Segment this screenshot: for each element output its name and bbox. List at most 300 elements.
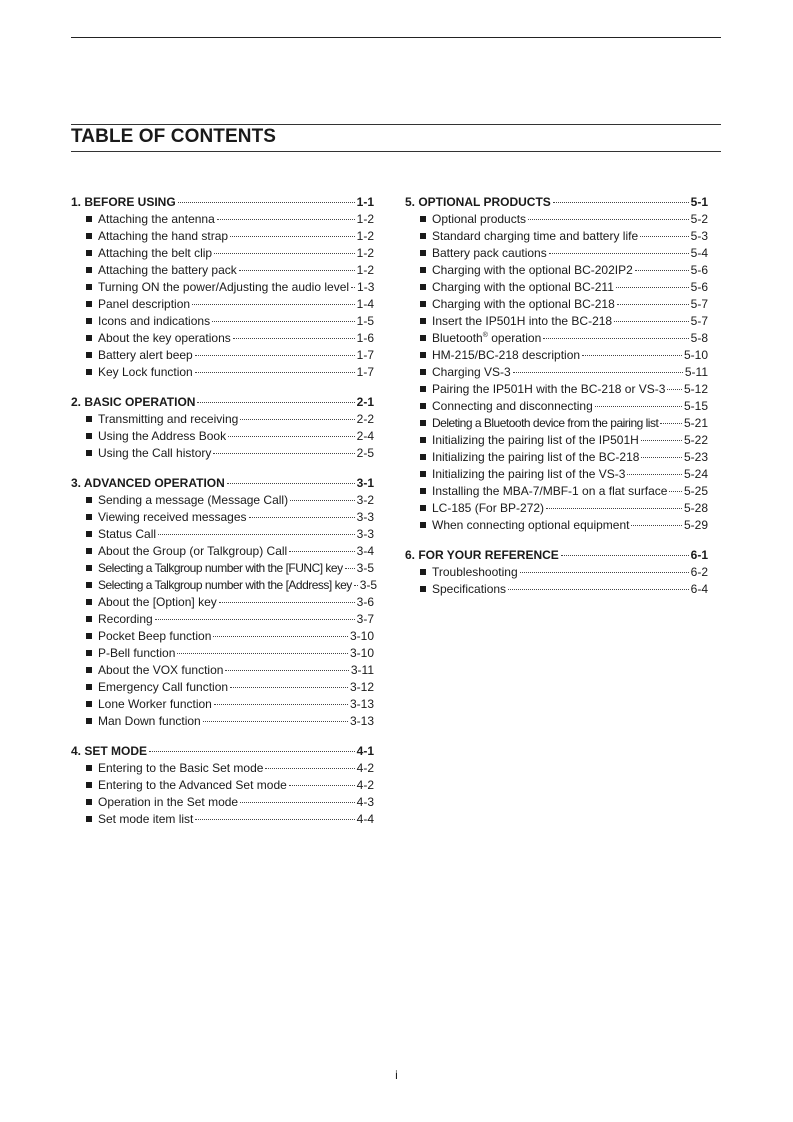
dot-leader (203, 721, 348, 722)
toc-entry-page-number: 3-2 (356, 493, 374, 507)
dot-leader (345, 568, 355, 569)
toc-entry-page-number: 3-13 (349, 714, 374, 728)
toc-entry-label (98, 246, 212, 260)
toc-section (71, 395, 374, 463)
toc-entry-page-number: 3-12 (349, 680, 374, 694)
toc-entry-text: Battery pack cautions (432, 246, 547, 260)
square-bullet-icon (420, 267, 426, 273)
toc-entry[interactable] (71, 595, 374, 612)
toc-entry-label (432, 314, 612, 328)
toc-entry-page-number: 1-4 (356, 297, 374, 311)
toc-entry[interactable] (405, 263, 708, 280)
toc-entry-text: Status Call (98, 527, 157, 541)
section-page-number: 3-1 (356, 476, 374, 490)
toc-entry-page-number: 5-10 (683, 348, 708, 362)
toc-entry-page-number: 3-5 (356, 561, 374, 575)
dot-leader (225, 670, 348, 671)
toc-entry[interactable] (405, 565, 708, 582)
toc-entry[interactable] (71, 812, 374, 829)
toc-entry-label (432, 399, 593, 413)
dot-leader (227, 483, 355, 484)
toc-entry-label (432, 348, 580, 362)
toc-entry-text: Transmitting and receiving (98, 412, 239, 426)
toc-entry-label (432, 365, 511, 379)
toc-entry-label (432, 416, 658, 430)
toc-entry-label (432, 565, 518, 579)
toc-entry-label (432, 246, 547, 260)
toc-entry-label (98, 527, 156, 541)
square-bullet-icon (420, 488, 426, 494)
toc-entry[interactable] (71, 280, 374, 297)
toc-entry-text: Attaching the hand strap (98, 229, 229, 243)
square-bullet-icon (420, 505, 426, 511)
section-heading[interactable] (71, 195, 374, 212)
square-bullet-icon (420, 250, 426, 256)
toc-entry-label (432, 382, 665, 396)
section-heading-label: 6. FOR YOUR REFERENCE (405, 548, 559, 562)
dot-leader (595, 406, 682, 407)
dot-leader (289, 785, 355, 786)
toc-entry-page-number: 5-15 (683, 399, 708, 413)
dot-leader (177, 653, 348, 654)
toc-entry[interactable] (405, 297, 708, 314)
toc-entry-label (98, 578, 352, 592)
toc-entry-page-number: 1-2 (356, 246, 374, 260)
section-page-number: 1-1 (356, 195, 374, 209)
toc-entry[interactable] (71, 612, 374, 629)
toc-entry[interactable] (405, 314, 708, 331)
toc-entry[interactable] (405, 382, 708, 399)
dot-leader (230, 687, 348, 688)
toc-entry-text: Entering to the Basic Set mode (98, 761, 264, 775)
dot-leader (195, 372, 355, 373)
toc-entry[interactable] (71, 446, 374, 463)
toc-entry-label (98, 493, 288, 507)
dot-leader (240, 419, 354, 420)
toc-entry-label (98, 714, 201, 728)
toc-entry-label (98, 365, 193, 379)
toc-entry-text: Pocket Beep function (98, 629, 212, 643)
toc-entry[interactable] (405, 280, 708, 297)
toc-entry[interactable] (405, 484, 708, 501)
dot-leader (195, 355, 355, 356)
toc-entry-page-number: 5-8 (690, 331, 708, 345)
square-bullet-icon (420, 318, 426, 324)
dot-leader (354, 585, 358, 586)
dot-leader (543, 338, 688, 339)
dot-leader (214, 253, 355, 254)
toc-entry-text: Icons and indications (98, 314, 211, 328)
square-bullet-icon (86, 650, 92, 656)
toc-entry-page-number: 3-4 (356, 544, 374, 558)
dot-leader (546, 508, 682, 509)
dot-leader (239, 270, 355, 271)
toc-entry-text: Specifications (432, 582, 507, 596)
toc-entry-label (98, 297, 190, 311)
dot-leader (213, 453, 354, 454)
toc-entry-page-number: 5-21 (683, 416, 708, 430)
toc-entry-label (98, 544, 287, 558)
toc-entry-page-number: 5-6 (690, 280, 708, 294)
toc-entry-page-number: 3-10 (349, 646, 374, 660)
dot-leader (631, 525, 682, 526)
dot-leader (212, 321, 355, 322)
toc-entry-text: When connecting optional equipment (432, 518, 630, 532)
toc-entry-page-number: 4-3 (356, 795, 374, 809)
toc-entry-page-number: 5-7 (690, 314, 708, 328)
toc-entry-label (98, 429, 226, 443)
toc-entry-text-suffix: operation (487, 331, 542, 345)
square-bullet-icon (86, 667, 92, 673)
square-bullet-icon (420, 352, 426, 358)
toc-entry-text: Sending a message (Message Call) (98, 493, 289, 507)
dot-leader (660, 423, 682, 424)
square-bullet-icon (86, 548, 92, 554)
section-heading-label: 1. BEFORE USING (71, 195, 176, 209)
square-bullet-icon (86, 765, 92, 771)
dot-leader (249, 517, 355, 518)
square-bullet-icon (420, 369, 426, 375)
dot-leader (228, 436, 355, 437)
toc-entry-text: Turning ON the power/Adjusting the audio level (98, 280, 350, 294)
title-rule-top (71, 124, 721, 125)
square-bullet-icon (86, 233, 92, 239)
toc-entry-text: HM-215/BC-218 description (432, 348, 581, 362)
toc-entry-text: Attaching the belt clip (98, 246, 213, 260)
toc-entry-label (98, 680, 228, 694)
toc-entry-page-number: 4-4 (356, 812, 374, 826)
square-bullet-icon (86, 701, 92, 707)
dot-leader (149, 751, 355, 752)
toc-entry[interactable] (71, 646, 374, 663)
toc-entry[interactable] (71, 510, 374, 527)
dot-leader (213, 636, 348, 637)
toc-entry[interactable] (71, 795, 374, 812)
toc-entry[interactable] (71, 229, 374, 246)
toc-entry-text: Installing the MBA-7/MBF-1 on a flat surface (432, 484, 668, 498)
toc-entry-page-number: 3-11 (350, 663, 374, 677)
toc-entry[interactable] (71, 761, 374, 778)
toc-entry[interactable] (405, 331, 708, 348)
toc-entry-page-number: 5-23 (683, 450, 708, 464)
square-bullet-icon (86, 782, 92, 788)
toc-entry-text: Deleting a Bluetooth device from the pairing list (432, 416, 659, 430)
toc-entry-page-number: 4-2 (356, 778, 374, 792)
toc-entry-text: Initializing the pairing list of the VS-3 (432, 467, 626, 481)
section-heading[interactable] (405, 195, 708, 212)
toc-left-column (71, 195, 378, 842)
toc-entry-text: Pairing the IP501H with the BC-218 or VS-3 (432, 382, 666, 396)
square-bullet-icon (86, 416, 92, 422)
square-bullet-icon (86, 531, 92, 537)
toc-entry-label (432, 433, 639, 447)
toc-entry-label (98, 280, 349, 294)
section-heading-label: 3. ADVANCED OPERATION (71, 476, 225, 490)
toc-entry-text: About the [Option] key (98, 595, 217, 609)
toc-entry-text: Charging with the optional BC-211 (432, 280, 614, 294)
toc-entry-label (432, 450, 639, 464)
square-bullet-icon (86, 318, 92, 324)
square-bullet-icon (86, 284, 92, 290)
dot-leader (614, 321, 689, 322)
square-bullet-icon (86, 582, 92, 588)
toc-entry[interactable] (71, 697, 374, 714)
toc-entry-label (432, 501, 544, 515)
toc-entry-label (98, 348, 193, 362)
toc-entry-label (98, 612, 153, 626)
toc-entry-label (432, 212, 526, 226)
toc-entry-page-number: 5-28 (683, 501, 708, 515)
toc-entry-page-number: 2-4 (356, 429, 374, 443)
toc-entry-text: Initializing the pairing list of the BC-218 (432, 450, 640, 464)
square-bullet-icon (86, 514, 92, 520)
toc-entry[interactable] (405, 501, 708, 518)
toc-entry-page-number: 5-24 (683, 467, 708, 481)
toc-entry-page-number: 5-25 (683, 484, 708, 498)
dot-leader (635, 270, 689, 271)
dot-leader (616, 287, 689, 288)
square-bullet-icon (86, 565, 92, 571)
dot-leader (561, 555, 689, 556)
toc-entry-page-number: 5-22 (683, 433, 708, 447)
title-rule-bottom (71, 151, 721, 152)
toc-entry[interactable] (71, 246, 374, 263)
toc-entry-page-number: 4-2 (356, 761, 374, 775)
toc-entry-label (98, 212, 215, 226)
section-page-number: 6-1 (690, 548, 708, 562)
toc-entry[interactable] (71, 778, 374, 795)
toc-entry-label (98, 412, 238, 426)
toc-entry[interactable] (405, 365, 708, 382)
dot-leader (669, 491, 682, 492)
toc-entry[interactable] (71, 714, 374, 731)
toc-section (405, 195, 708, 535)
toc-entry-page-number: 1-2 (356, 263, 374, 277)
toc-entry-label (98, 263, 237, 277)
dot-leader (233, 338, 355, 339)
toc-entry-text: Viewing received messages (98, 510, 247, 524)
square-bullet-icon (86, 267, 92, 273)
square-bullet-icon (86, 816, 92, 822)
toc-entry-text: Using the Call history (98, 446, 212, 460)
dot-leader (192, 304, 355, 305)
toc-entry-text: Charging VS-3 (432, 365, 511, 379)
toc-entry-page-number: 2-5 (356, 446, 374, 460)
toc-entry-label (432, 331, 541, 345)
toc-entry[interactable] (71, 493, 374, 510)
square-bullet-icon (420, 216, 426, 222)
toc-entry-page-number: 5-3 (690, 229, 708, 243)
square-bullet-icon (86, 799, 92, 805)
toc-entry-label (98, 561, 343, 575)
toc-entry[interactable] (71, 314, 374, 331)
square-bullet-icon (420, 403, 426, 409)
toc-right-column (405, 195, 708, 612)
toc-entry-text: Optional products (432, 212, 527, 226)
square-bullet-icon (86, 301, 92, 307)
dot-leader (289, 551, 354, 552)
toc-entry-text: P-Bell function (98, 646, 176, 660)
dot-leader (520, 572, 689, 573)
toc-entry[interactable] (71, 561, 374, 578)
toc-entry[interactable] (71, 527, 374, 544)
toc-entry[interactable] (405, 433, 708, 450)
square-bullet-icon (420, 301, 426, 307)
square-bullet-icon (420, 233, 426, 239)
toc-entry-page-number: 5-12 (683, 382, 708, 396)
toc-entry-text: Charging with the optional BC-218 (432, 297, 615, 311)
toc-entry-text: Operation in the Set mode (98, 795, 239, 809)
section-heading-label: 5. OPTIONAL PRODUCTS (405, 195, 551, 209)
page-title: TABLE OF CONTENTS (71, 126, 277, 147)
toc-entry[interactable] (71, 544, 374, 561)
toc-entry-page-number: 5-4 (690, 246, 708, 260)
square-bullet-icon (420, 420, 426, 426)
toc-entry[interactable] (71, 578, 378, 595)
toc-entry-page-number: 3-5 (359, 578, 378, 592)
toc-entry[interactable] (71, 297, 374, 314)
section-heading[interactable] (71, 395, 374, 412)
toc-entry-label (432, 229, 638, 243)
toc-entry[interactable] (405, 399, 708, 416)
toc-entry-label (98, 697, 212, 711)
section-heading-label: 4. SET MODE (71, 744, 148, 758)
square-bullet-icon (86, 369, 92, 375)
toc-entry[interactable] (71, 429, 374, 446)
toc-entry-page-number: 5-2 (690, 212, 708, 226)
square-bullet-icon (86, 352, 92, 358)
square-bullet-icon (86, 497, 92, 503)
section-page-number: 2-1 (356, 395, 374, 409)
square-bullet-icon (420, 437, 426, 443)
toc-entry-text: About the Group (or Talkgroup) Call (98, 544, 288, 558)
section-heading-label: 2. BASIC OPERATION (71, 395, 196, 409)
toc-entry[interactable] (405, 229, 708, 246)
square-bullet-icon (86, 250, 92, 256)
toc-entry-page-number: 5-11 (684, 365, 708, 379)
toc-entry-page-number: 3-7 (356, 612, 374, 626)
toc-entry[interactable] (71, 629, 374, 646)
toc-entry[interactable] (405, 518, 708, 535)
toc-entry[interactable] (405, 582, 708, 599)
toc-entry[interactable] (71, 331, 374, 348)
section-heading[interactable] (71, 744, 374, 761)
toc-entry[interactable] (71, 680, 374, 697)
dot-leader (178, 202, 355, 203)
dot-leader (528, 219, 689, 220)
toc-entry-label (98, 795, 238, 809)
toc-entry[interactable] (405, 467, 708, 484)
section-page-number: 4-1 (356, 744, 374, 758)
toc-entry-text: Connecting and disconnecting (432, 399, 593, 413)
section-heading[interactable] (71, 476, 374, 493)
toc-entry[interactable] (71, 663, 374, 680)
toc-entry[interactable] (405, 416, 708, 433)
dot-leader (641, 440, 682, 441)
section-heading[interactable] (405, 548, 708, 565)
toc-entry-page-number: 2-2 (356, 412, 374, 426)
toc-entry-page-number: 1-5 (356, 314, 374, 328)
square-bullet-icon (420, 335, 426, 341)
toc-entry[interactable] (71, 412, 374, 429)
toc-entry-label (98, 646, 175, 660)
toc-entry[interactable] (71, 263, 374, 280)
toc-entry-page-number: 1-7 (356, 348, 374, 362)
page-number: i (395, 1068, 398, 1082)
dot-leader (553, 202, 689, 203)
square-bullet-icon (420, 471, 426, 477)
square-bullet-icon (86, 633, 92, 639)
dot-leader (219, 602, 355, 603)
toc-entry-page-number: 1-6 (356, 331, 374, 345)
square-bullet-icon (86, 599, 92, 605)
toc-entry-text: Using the Address Book (98, 429, 227, 443)
toc-entry[interactable] (405, 450, 708, 467)
toc-entry-text: Recording (98, 612, 153, 626)
toc-entry-page-number: 3-10 (349, 629, 374, 643)
dot-leader (197, 402, 354, 403)
toc-entry-page-number: 3-3 (356, 510, 374, 524)
toc-entry-text: About the VOX function (98, 663, 224, 677)
toc-entry-label (98, 595, 217, 609)
toc-entry-label (98, 778, 287, 792)
section-page-number: 5-1 (690, 195, 708, 209)
toc-entry-label (98, 229, 228, 243)
toc-entry[interactable] (405, 246, 708, 263)
dot-leader (230, 236, 355, 237)
toc-entry-label (98, 314, 210, 328)
toc-entry-label (98, 331, 231, 345)
toc-entry-label (432, 582, 506, 596)
dot-leader (627, 474, 682, 475)
dot-leader (640, 236, 689, 237)
toc-entry-text: Battery alert beep (98, 348, 193, 362)
toc-entry-label (432, 280, 614, 294)
toc-entry[interactable] (71, 365, 374, 382)
dot-leader (217, 219, 355, 220)
toc-entry-page-number: 1-2 (356, 229, 374, 243)
toc-entry-label (432, 484, 667, 498)
toc-entry-text: Attaching the antenna (98, 212, 215, 226)
toc-section (71, 195, 374, 382)
square-bullet-icon (86, 335, 92, 341)
square-bullet-icon (420, 522, 426, 528)
toc-entry-page-number: 3-13 (349, 697, 374, 711)
toc-entry-text: Bluetooth (432, 331, 483, 345)
toc-entry-page-number: 5-29 (683, 518, 708, 532)
dot-leader (155, 619, 355, 620)
toc-entry[interactable] (71, 212, 374, 229)
toc-entry-text: Panel description (98, 297, 191, 311)
toc-entry-text: Selecting a Talkgroup number with the [FUNC] key (98, 561, 343, 575)
toc-entry-page-number: 5-7 (690, 297, 708, 311)
toc-entry[interactable] (405, 348, 708, 365)
toc-entry[interactable] (405, 212, 708, 229)
dot-leader (195, 819, 354, 820)
square-bullet-icon (86, 718, 92, 724)
toc-section (71, 476, 378, 731)
dot-leader (667, 389, 682, 390)
toc-entry-page-number: 6-2 (690, 565, 708, 579)
toc-entry-label (98, 761, 263, 775)
toc-entry-text: Set mode item list (98, 812, 194, 826)
dot-leader (617, 304, 689, 305)
toc-entry[interactable] (71, 348, 374, 365)
dot-leader (265, 768, 354, 769)
toc-entry-page-number: 6-4 (690, 582, 708, 596)
toc-section (71, 744, 374, 829)
toc-entry-page-number: 5-6 (690, 263, 708, 277)
